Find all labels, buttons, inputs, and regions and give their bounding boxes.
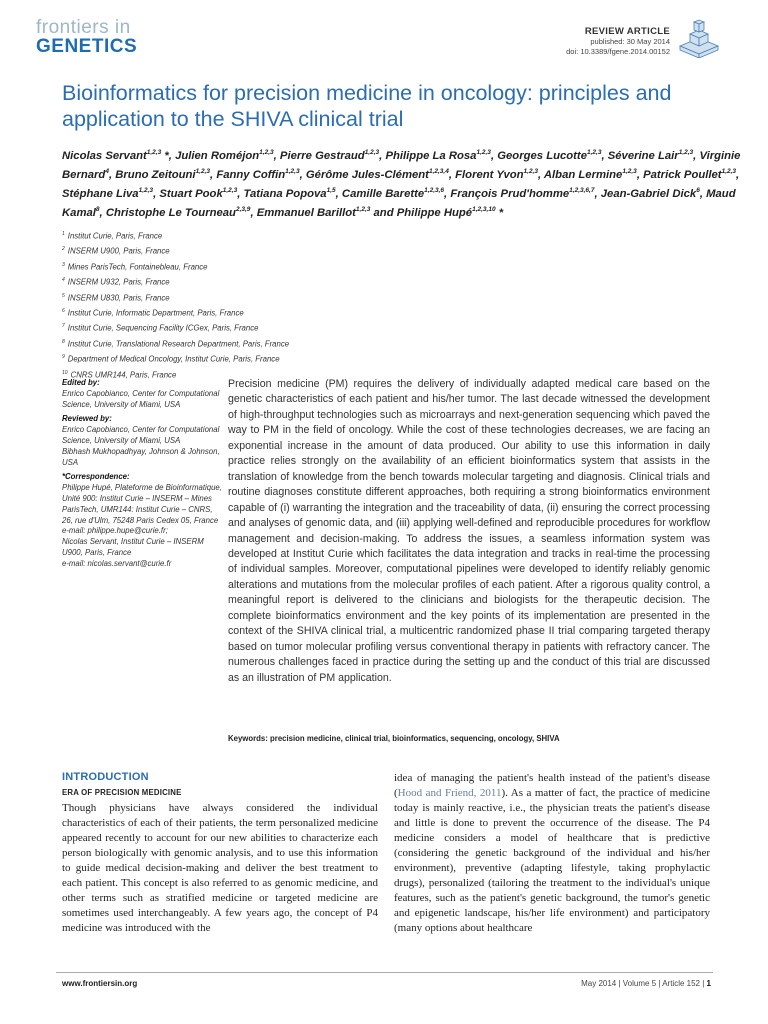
affiliation xyxy=(62,243,462,258)
author-name[interactable]: Tatiana Popova xyxy=(243,187,327,200)
author-affiliation-numbers: 1,2,3 xyxy=(476,149,491,156)
author-name[interactable]: Maud Kamal xyxy=(62,187,736,219)
body-column-right xyxy=(394,771,710,937)
affiliation-number: 6 xyxy=(62,307,65,314)
author-name[interactable]: Philippe La Rosa xyxy=(385,149,477,162)
author-name[interactable]: Stéphane Liva xyxy=(62,187,139,200)
author-name[interactable]: Pierre Gestraud xyxy=(279,149,365,162)
affiliation-text: Department of Medical Oncology, Institut Curie, Paris, France xyxy=(67,354,280,364)
author-name[interactable]: Florent Yvon xyxy=(455,168,524,181)
article-doi: doi: 10.3389/fgene.2014.00152 xyxy=(566,46,670,56)
affiliation-text: Institut Curie, Sequencing Facility ICGex, Paris, France xyxy=(67,323,259,333)
author-affiliation-numbers: 1,2,3 xyxy=(678,149,694,156)
affiliation-text: INSERM U900, Paris, France xyxy=(67,246,170,256)
affiliation xyxy=(62,336,462,351)
author-list: Nicolas Servant$^{1,2,3}$ *, Julien Roméjon$^{1,2,3}$, Pierre Gestraud$^{1,2,3}$, Philippe La Rosa$^{1,2,3}$, Georges Lucotte$^{1,2,3}$, Séverine Lair$^{1,2,3}$, Virginie Bernard$^4$, Bruno Zeitouni$^{1,2,3}$, Fanny Coffin$^{1,2,3}$, Gérôme Jules-Clément$^{1,2,3,4}$, Florent Yvon$^{1,2,3}$, Alban Lermine$^{1,2,3}$, Patrick Poullet$^{1,2,3}$, Stéphane Liva$^{1,2,3}$, Stuart Pook$^{1,2,3}$, Tatiana Popova$^{1,5}$, Camille Barette$^{1,2,3,6}$, François Prud'homme$^{1,2,3,6,7}$, Jean-Gabriel Dick$^6$, Maud Kamal$^8$, Christophe Le Tourneau$^{2,3,9}$, Emmanuel Barillot$^{1,2,3}$ and Philippe Hupé$^{1,2,3,10}$ * xyxy=(62,149,741,219)
affiliation-text: INSERM U830, Paris, France xyxy=(67,293,170,303)
affiliation-text: Mines ParisTech, Fontainebleau, France xyxy=(67,262,208,272)
corresponding-author-mark: * xyxy=(161,149,169,162)
author-affiliation-numbers: 1,2,3,10 xyxy=(472,205,496,213)
journal-logo xyxy=(36,18,137,56)
author-affiliation-numbers: 1,2,3 xyxy=(586,149,602,156)
affiliation-number: 3 xyxy=(62,261,65,268)
body-column-left: Though physicians have always considered the individual characteristics of each of their patients, the term personalized medicine appeared recently to account for our new abilities to characterize each person biologically with genomic analysis, and to use this information to guide medical decision-making and deliver the best treatment to each patient. This concept is also referred to as genomic medicine, and other terms such as stratified medicine or targeted medicine are sometimes used interchangeably. A few years ago, the concept of P4 medicine was introduced with the xyxy=(62,802,378,935)
reviewer-info: Enrico Capobianco, Center for Computational Science, University of Miami, USA xyxy=(62,425,220,445)
body-text: idea of managing the patient's health instead of the patient's disease ( xyxy=(394,772,710,800)
author-name[interactable]: Gérôme Jules-Clément xyxy=(305,168,429,181)
author-name[interactable]: Bruno Zeitouni xyxy=(115,168,196,181)
affiliation xyxy=(62,228,462,243)
author-affiliation-numbers: 1,2,3 xyxy=(355,205,371,213)
page-number: 1 xyxy=(706,979,711,988)
editor-info: Enrico Capobianco, Center for Computational Science, University of Miami, USA xyxy=(62,388,220,409)
affiliation-text: Institut Curie, Informatic Department, Paris, France xyxy=(67,308,244,318)
correspondence-email[interactable]: e-mail: philippe.hupe@curie.fr; xyxy=(62,526,168,536)
author-name[interactable]: Jean-Gabriel Dick xyxy=(600,187,697,200)
affiliation xyxy=(62,351,462,366)
affiliation xyxy=(62,259,462,274)
article-type: REVIEW ARTICLE xyxy=(584,26,670,37)
abstract: Precision medicine (PM) requires the delivery of individually adapted medical care based on the genetic characteristics of each patient and his/her tumor. The last decade witnessed the development of high-throughput technologies such as microarrays and next-generation sequencing which paved the way to PM in the field of oncology. While the cost of these technologies decreases, we are facing an exponential increase in the amount of data produced. Our ability to use this information in daily practice relies strongly on the availability of an efficient bioinformatics system that assists in the translation of knowledge from the bench towards molecular targeting and diagnosis. Clinical trials and routine diagnoses constitute different approaches, both requiring a strong bioinformatics environment capable of (i) warranting the integration and the traceability of data, (ii) ensuring the correct processing and analyses of genomic data, and (iii) applying well-defined and reproducible procedures for workflow management and decision-making. To address the issues, a seamless information system was developed at Institut Curie which facilitates the data integration and tracks in real-time the processing of individual samples. Moreover, computational pipelines were developed to identify reliably genomic alterations and mutations from the molecular profiles of each patient. After a rigorous quality control, a meaningful report is delivered to the clinicians and biologists for the therapeutic decision. The complete bioinformatics environment and the key points of its implementation are presented in the context of the SHIVA clinical trial, a multicentric randomized phase II trial comparing targeted therapy based on tumor molecular profiling versus conventional therapy in patients with refractory cancer. The numerous challenges faced in practice during the setting up and the conduct of this trial are discussed as an illustration of PM application. xyxy=(228,378,710,684)
footer-info xyxy=(581,979,711,988)
author-affiliation-numbers: 6 xyxy=(696,186,700,194)
author-name[interactable]: Georges Lucotte xyxy=(497,149,587,162)
affiliation-text: CNRS UMR144, Paris, France xyxy=(70,370,177,380)
subsection-heading: ERA OF PRECISION MEDICINE xyxy=(62,788,182,797)
affiliation-number: 1 xyxy=(62,231,65,237)
journal-url[interactable]: www.frontiersin.org xyxy=(62,979,138,988)
author-name[interactable]: François Prud'homme xyxy=(450,187,570,200)
affiliation-list xyxy=(62,228,462,382)
corresponding-author-mark: * xyxy=(495,206,504,219)
correspondence-info: Philippe Hupé, Plateforme de Bioinformatique, Unité 900: Institut Curie – INSERM – Mines ParisTech, UMR144: Institut Curie – CNRS, 26, rue d'Ulm, 75248 Paris Cedex 05, France xyxy=(62,483,222,525)
author-name[interactable]: Christophe Le Tourneau xyxy=(105,206,236,219)
reviewed-by-label: Reviewed by: xyxy=(62,414,112,424)
section-heading: INTRODUCTION xyxy=(62,771,149,783)
affiliation-text: INSERM U932, Paris, France xyxy=(67,277,170,287)
author-affiliation-numbers: 1,2,3,4 xyxy=(428,167,449,175)
author-affiliation-numbers: 1,2,3 xyxy=(523,167,539,175)
author-affiliation-numbers: 8 xyxy=(95,205,100,213)
affiliation-number: 8 xyxy=(62,338,65,345)
genetics-cube-icon xyxy=(676,16,722,58)
footer-divider xyxy=(56,972,713,973)
affiliation-number: 4 xyxy=(62,277,65,284)
published-date: published: 30 May 2014 xyxy=(590,37,670,46)
author-name[interactable]: Emmanuel Barillot xyxy=(256,206,356,219)
reviewer-info: Bibhash Mukhopadhyay, Johnson & Johnson, USA xyxy=(62,446,220,467)
author-name[interactable]: Nicolas Servant xyxy=(62,149,147,162)
affiliation-number: 9 xyxy=(62,354,65,361)
body-text: ). As a matter of fact, the practice of medicine today is mainly reactive, i.e., the physician treats the patient's disease and little is done to prevent the occurrence of the disease. The P4 medicine considers a model of healthcare that is predictive (considering the genetic background of the individual and his/her environment), preventive (adapting lifestyle, taking prophylactic drugs), personalized (tailoring the treatment to the individual's unique features, such as the patient's genetic background, the tumor's genetic and epigenetic landscape, his/her life environment) and participatory (many options about healthcare xyxy=(394,787,710,935)
author-name[interactable]: Fanny Coffin xyxy=(216,168,286,181)
author-name[interactable]: Stuart Pook xyxy=(159,187,223,200)
article-meta xyxy=(566,26,670,56)
author-affiliation-numbers: 2,3,9 xyxy=(235,205,251,213)
author-affiliation-numbers: 1,2,3 xyxy=(195,167,211,175)
correspondence-label: *Correspondence: xyxy=(62,472,130,482)
article-title: Bioinformatics for precision medicine in oncology: principles and application to the SHIVA clinical trial xyxy=(62,81,672,131)
author-name[interactable]: Julien Roméjon xyxy=(175,149,260,162)
affiliation-number: 10 xyxy=(62,369,68,376)
journal-logo-line1: frontiers in xyxy=(36,17,131,38)
author-affiliation-numbers: 1,2,3 xyxy=(285,167,300,175)
author-name[interactable]: Séverine Lair xyxy=(607,149,679,162)
author-affiliation-numbers: 1,2,3 xyxy=(721,167,737,175)
author-affiliation-numbers: 1,2,3 xyxy=(622,167,637,175)
author-name[interactable]: Camille Barette xyxy=(341,187,425,200)
edited-by-label: Edited by: xyxy=(62,378,100,387)
author-affiliation-numbers: 1,2,3,6 xyxy=(424,186,445,194)
author-affiliation-numbers: 1,2,3 xyxy=(222,186,238,194)
affiliation-number: 5 xyxy=(62,292,65,299)
author-affiliation-numbers: 1,2,3 xyxy=(146,149,162,156)
affiliation xyxy=(62,320,462,335)
affiliation-text: Institut Curie, Paris, France xyxy=(67,231,163,241)
affiliation-number: 2 xyxy=(62,246,65,253)
author-affiliation-numbers: 1,2,3 xyxy=(259,149,274,156)
author-affiliation-numbers: 1,2,3,6,7 xyxy=(569,186,595,194)
affiliation-number: 7 xyxy=(62,323,65,330)
author-affiliation-numbers: 1,2,3 xyxy=(138,186,154,194)
author-name[interactable]: Philippe Hupé xyxy=(396,206,473,219)
affiliation xyxy=(62,290,462,305)
editorial-sidebar xyxy=(62,378,222,570)
author-affiliation-numbers: 1,5 xyxy=(326,186,336,194)
affiliation xyxy=(62,305,462,320)
affiliation-text: Institut Curie, Translational Research Department, Paris, France xyxy=(67,339,290,349)
citation-link[interactable]: Hood and Friend, 2011 xyxy=(397,787,502,800)
correspondence-info: Nicolas Servant, Institut Curie – INSERM U900, Paris, France xyxy=(62,537,204,557)
author-affiliation-numbers: 1,2,3 xyxy=(364,149,380,156)
author-name[interactable]: Alban Lermine xyxy=(543,168,623,181)
correspondence-email[interactable]: e-mail: nicolas.servant@curie.fr xyxy=(62,558,172,568)
keywords: Keywords: precision medicine, clinical trial, bioinformatics, sequencing, oncology, SHIVA xyxy=(228,734,560,743)
author-name[interactable]: Virginie Bernard xyxy=(62,149,741,181)
author-affiliation-numbers: 4 xyxy=(105,167,109,175)
journal-logo-line2: GENETICS xyxy=(36,36,138,57)
affiliation xyxy=(62,274,462,289)
issue-info: May 2014 | Volume 5 | Article 152 | xyxy=(581,979,705,988)
author-name[interactable]: Patrick Poullet xyxy=(643,168,722,181)
